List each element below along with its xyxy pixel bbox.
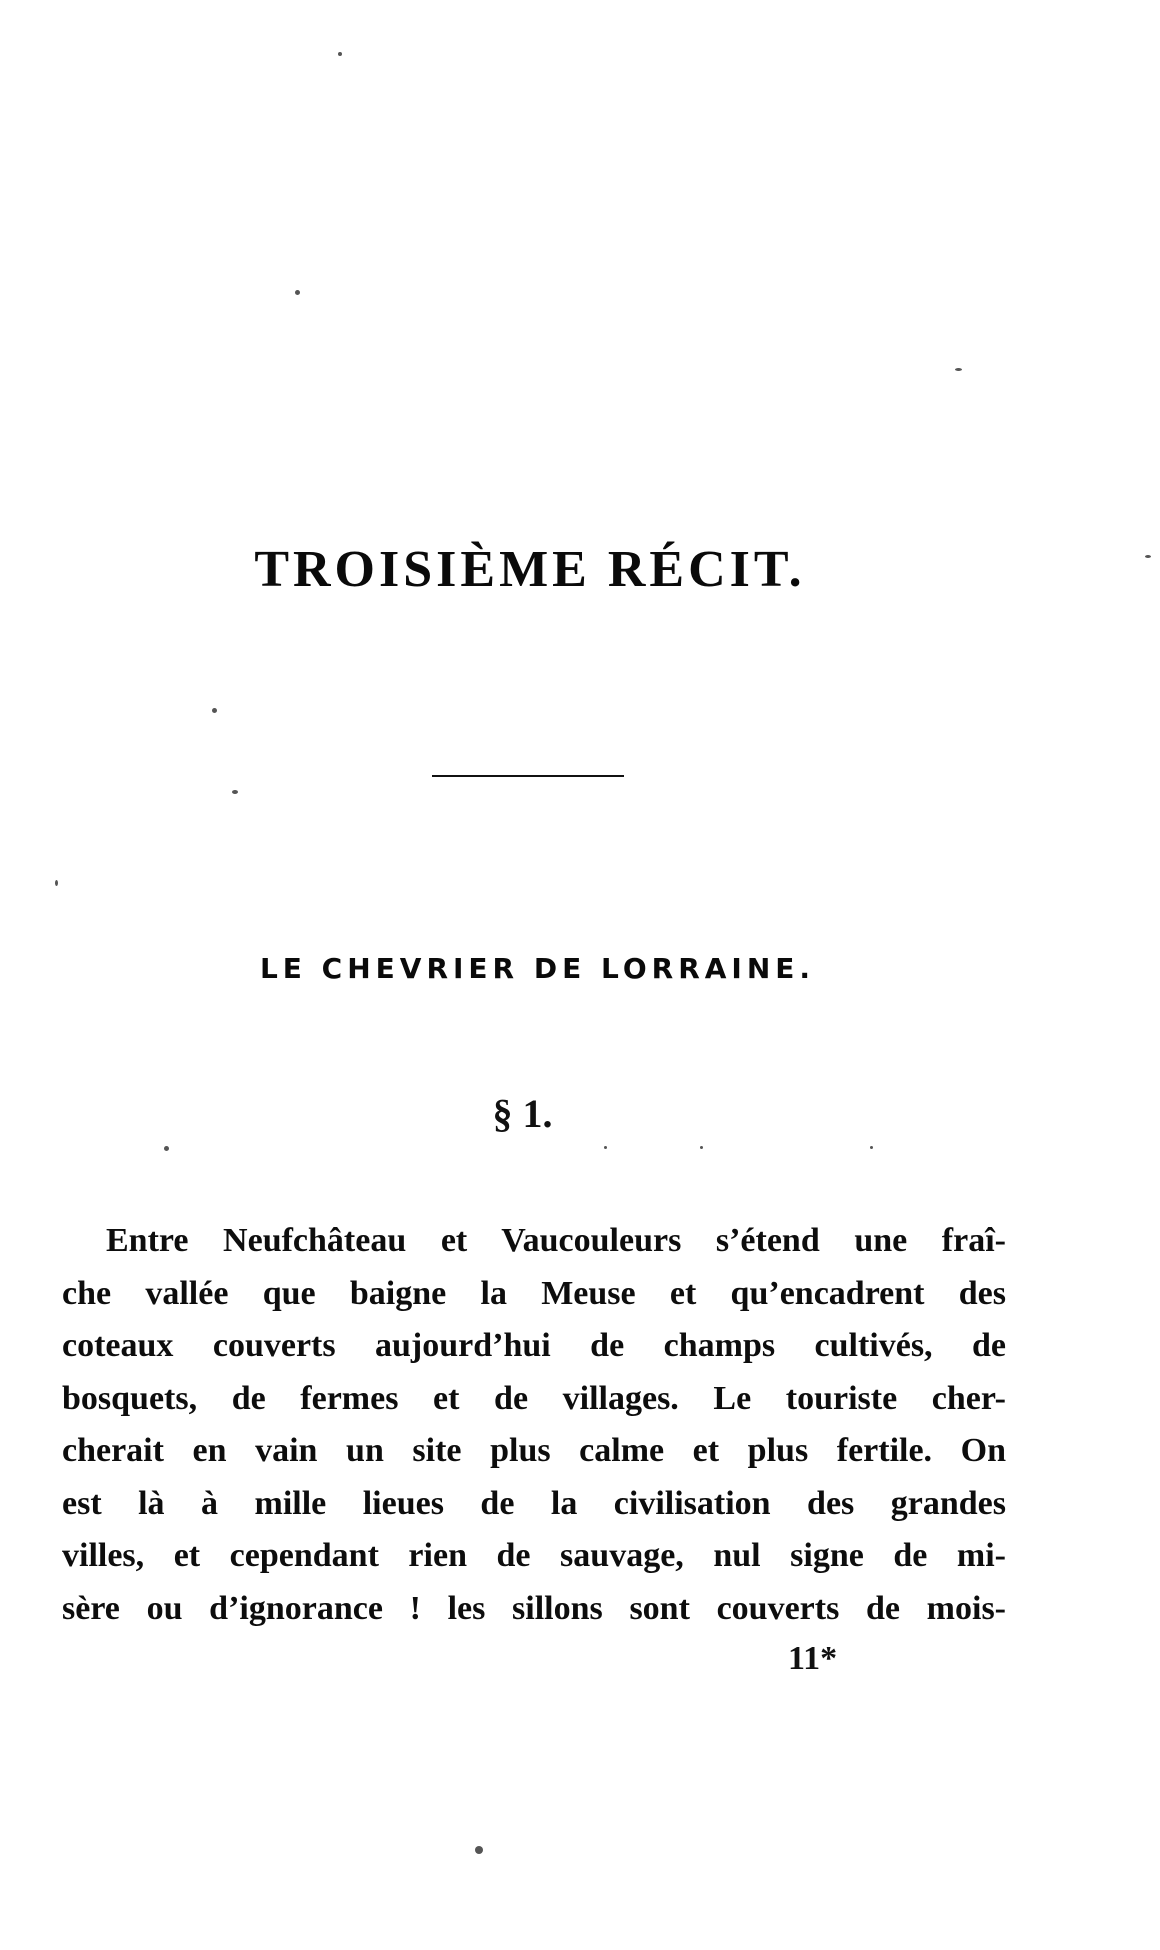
signature-mark: 11* xyxy=(788,1640,838,1677)
scan-speck xyxy=(870,1146,873,1149)
scan-speck xyxy=(955,368,962,371)
scan-speck xyxy=(212,708,217,713)
text-line-5: cherait en vain un site plus calme et plus fertile. On xyxy=(62,1432,1006,1469)
text-line-8: sère ou d’ignorance ! les sillons sont couverts de mois- xyxy=(62,1589,1006,1627)
scan-speck xyxy=(295,290,300,295)
text-line-3: coteaux couverts aujourd’hui de champs cultivés, de xyxy=(62,1327,1006,1364)
scan-speck xyxy=(55,880,58,886)
scan-speck xyxy=(604,1146,607,1149)
text-line-7: villes, et cependant rien de sauvage, nul signe de mi- xyxy=(62,1537,1006,1574)
text-line-6: est là à mille lieues de la civilisation des grandes xyxy=(62,1484,1006,1522)
scan-speck xyxy=(1145,555,1151,558)
section-number: § 1. xyxy=(492,1091,553,1136)
scan-speck xyxy=(338,52,342,56)
title-divider-rule xyxy=(432,775,624,777)
scan-speck xyxy=(700,1146,703,1149)
scan-speck xyxy=(475,1846,483,1854)
scan-speck xyxy=(164,1146,169,1151)
scan-speck xyxy=(232,790,238,794)
text-line-2: che vallée que baigne la Meuse et qu’encadrent des xyxy=(62,1274,1006,1312)
text-line-1: Entre Neufchâteau et Vaucouleurs s’étend une fraî- xyxy=(106,1222,1006,1259)
text-line-4: bosquets, de fermes et de villages. Le touriste cher- xyxy=(62,1379,1006,1417)
chapter-title: LE CHEVRIER DE LORRAINE. xyxy=(259,952,816,985)
body-paragraph xyxy=(62,1215,1006,1635)
part-title: TROISIÈME RÉCIT. xyxy=(254,541,806,598)
